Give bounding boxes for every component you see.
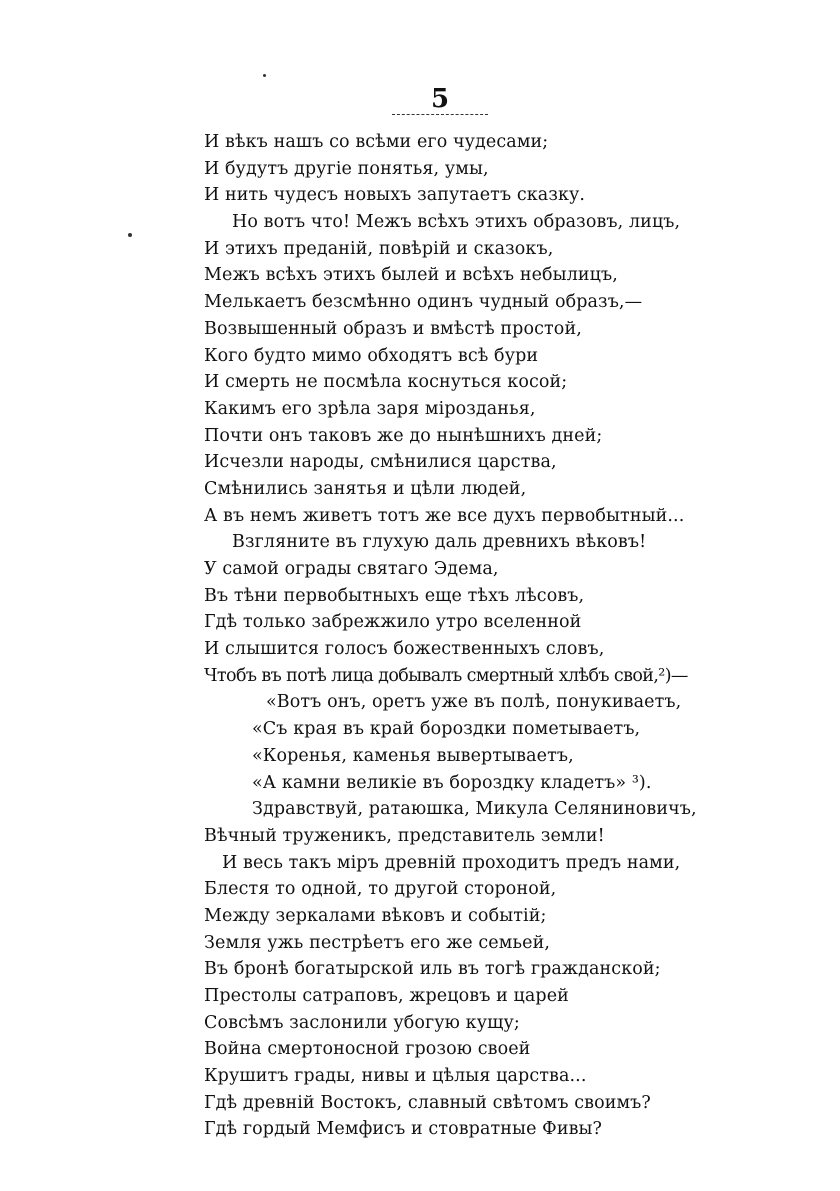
poem-line: Мелькаетъ безсмѣнно одинъ чудный образъ,— — [204, 292, 643, 313]
poem-line: И вѣкъ нашъ со всѣми его чудесами; — [204, 132, 549, 152]
poem-line: Земля ужь пестрѣетъ его же семьей, — [204, 932, 550, 953]
poem-line: Совсѣмъ заслонили убогую кущу; — [204, 1012, 520, 1033]
poem-line: Но вотъ что! Межъ всѣхъ этихъ образовъ, лицъ, — [232, 212, 681, 233]
poem-line: И весь такъ міръ древній проходитъ предъ нами, — [222, 852, 681, 873]
poem-line: И нить чудесъ новыхъ запутаетъ сказку. — [204, 185, 586, 206]
poem-line: И смерть не посмѣла коснуться косой; — [204, 372, 568, 393]
poem-line: Гдѣ только забрежжило утро вселенной — [204, 612, 582, 633]
poem-line: Гдѣ древній Востокъ, славный свѣтомъ своимъ? — [204, 1092, 651, 1113]
poem-line: Возвышенный образъ и вмѣстѣ простой, — [204, 318, 582, 339]
poem-line: Въ бронѣ богатырской иль въ тогѣ гражданской; — [204, 959, 661, 980]
ink-speck — [263, 74, 266, 77]
poem-line: Исчезли народы, смѣнилися царства, — [204, 452, 557, 473]
poem-line: Смѣнились занятья и цѣли людей, — [204, 478, 527, 499]
header-rule — [392, 114, 488, 115]
poem-line: Кого будто мимо обходятъ всѣ бури — [204, 345, 539, 366]
poem-line: Какимъ его зрѣла заря мірозданья, — [204, 398, 536, 419]
poem-line: Между зеркалами вѣковъ и событій; — [204, 905, 547, 926]
poem-line: И слышится голосъ божественныхъ словъ, — [204, 639, 605, 660]
poem-line: И будутъ другіе понятья, умы, — [204, 158, 489, 179]
poem-line: Вѣчный труженикъ, представитель земли! — [204, 825, 605, 846]
poem-line: Блестя то одной, то другой стороной, — [204, 879, 557, 900]
poem-line: А въ немъ живетъ тотъ же все духъ первобытный... — [204, 505, 685, 526]
poem-line: Крушитъ грады, нивы и цѣлыя царства... — [204, 1066, 587, 1087]
page-number: 5 — [430, 84, 450, 114]
poem-line: Чтобъ въ потѣ лица добывалъ смертный хлѣбъ свой,²)— — [204, 665, 688, 686]
poem-text — [204, 129, 697, 1143]
poem-line: Война смертоносной грозою своей — [204, 1039, 531, 1060]
poem-line: У самой ограды святаго Эдема, — [204, 559, 499, 579]
poem-line: Здравствуй, ратаюшка, Микула Селяниновичъ, — [252, 799, 697, 820]
poem-line: Почти онъ таковъ же до нынѣшнихъ дней; — [204, 425, 603, 446]
poem-line: Престолы сатраповъ, жрецовъ и царей — [204, 986, 569, 1006]
poem-line: И этихъ преданій, повѣрій и сказокъ, — [204, 238, 554, 259]
poem-line: «Вотъ онъ, оретъ уже въ полѣ, понукиваетъ, — [266, 692, 682, 713]
poem-line: Гдѣ гордый Мемфисъ и стовратные Фивы? — [204, 1119, 603, 1140]
poem-line: «Съ края въ край бороздки пометываетъ, — [252, 719, 641, 740]
poem-line: Въ тѣни первобытныхъ еще тѣхъ лѣсовъ, — [204, 585, 585, 606]
poem-line: «Коренья, каменья вывертываетъ, — [252, 745, 574, 766]
ink-speck — [128, 233, 132, 237]
poem-line: Взгляните въ глухую даль древнихъ вѣковъ! — [232, 532, 647, 553]
poem-line: Межъ всѣхъ этихъ былей и всѣхъ небылицъ, — [204, 265, 618, 286]
poem-line: «А камни великіе въ бороздку кладетъ» ³). — [252, 772, 652, 793]
